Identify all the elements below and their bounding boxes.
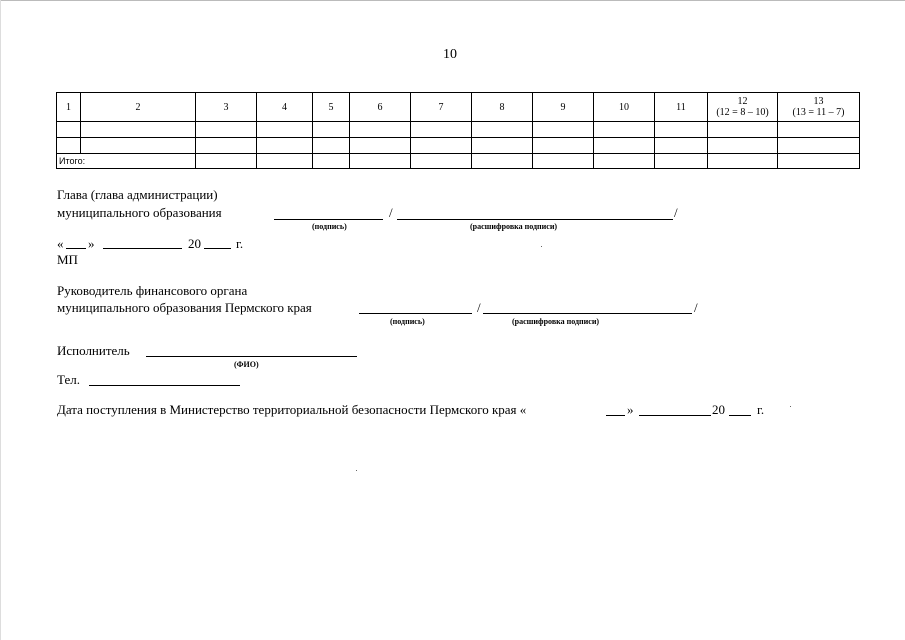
executor-label: Исполнитель — [57, 343, 130, 358]
table-cell[interactable] — [81, 138, 196, 154]
phone-field[interactable] — [89, 385, 240, 386]
table-cell[interactable] — [472, 154, 533, 169]
stamp-label: МП — [57, 252, 78, 267]
column-header: 3 — [196, 93, 257, 122]
scan-speck — [356, 470, 357, 471]
table-cell[interactable] — [655, 122, 708, 138]
head-title-line2: муниципального образования — [57, 205, 222, 220]
column-header: 10 — [594, 93, 655, 122]
table-cell[interactable] — [594, 138, 655, 154]
table-cell[interactable] — [778, 138, 860, 154]
scan-speck — [541, 246, 542, 247]
head-title-line1: Глава (глава администрации) — [57, 187, 218, 202]
table-cell[interactable] — [472, 138, 533, 154]
table-cell[interactable] — [350, 154, 411, 169]
page-left-edge — [0, 0, 1, 640]
receipt-close-quote: » — [627, 402, 634, 417]
separator-slash: / — [477, 300, 481, 315]
date-open-quote: « — [57, 236, 64, 251]
table-cell[interactable] — [533, 154, 594, 169]
table-cell[interactable] — [594, 154, 655, 169]
table-cell[interactable] — [196, 122, 257, 138]
table-cell[interactable] — [778, 122, 860, 138]
head-signature-field[interactable] — [274, 219, 383, 220]
scan-speck — [790, 406, 791, 407]
table-cell[interactable] — [57, 122, 81, 138]
year-prefix: 20 — [188, 236, 201, 251]
table-row — [57, 138, 860, 154]
column-header: 5 — [313, 93, 350, 122]
table-cell[interactable] — [708, 122, 778, 138]
separator-slash: / — [694, 300, 698, 315]
head-signature-decode-field[interactable] — [397, 219, 673, 220]
column-header: 2 — [81, 93, 196, 122]
column-header: 1 — [57, 93, 81, 122]
year-suffix: г. — [236, 236, 244, 251]
table-cell[interactable] — [411, 154, 472, 169]
table-cell[interactable] — [655, 154, 708, 169]
table-cell[interactable] — [313, 154, 350, 169]
separator-slash: / — [674, 205, 678, 220]
receipt-day-field[interactable] — [606, 415, 625, 416]
table-cell[interactable] — [350, 138, 411, 154]
column-header-12 — [708, 93, 778, 122]
table-cell[interactable] — [778, 154, 860, 169]
column-number: 13 — [813, 96, 824, 107]
table-cell[interactable] — [533, 138, 594, 154]
table-cell[interactable] — [594, 122, 655, 138]
finance-title-line1: Руководитель финансового органа — [57, 283, 248, 298]
table-cell[interactable] — [57, 138, 81, 154]
table-row — [57, 122, 860, 138]
receipt-month-field[interactable] — [639, 415, 711, 416]
column-header: 7 — [411, 93, 472, 122]
table-cell[interactable] — [257, 138, 313, 154]
decode-caption: (расшифровка подписи) — [512, 317, 600, 326]
table-cell[interactable] — [533, 122, 594, 138]
executor-caption: (ФИО) — [234, 360, 259, 369]
column-header: 9 — [533, 93, 594, 122]
table-header-row — [57, 93, 860, 122]
column-header-13 — [778, 93, 860, 122]
page-top-edge — [0, 0, 905, 1]
finance-signature-field[interactable] — [359, 313, 472, 314]
table-cell[interactable] — [313, 122, 350, 138]
table-cell[interactable] — [196, 138, 257, 154]
column-number: 12 — [737, 96, 748, 107]
phone-label: Тел. — [57, 372, 80, 387]
table-cell[interactable] — [708, 138, 778, 154]
page-number: 10 — [443, 47, 457, 62]
table-cell[interactable] — [472, 122, 533, 138]
executor-name-field[interactable] — [146, 356, 357, 357]
column-header: 8 — [472, 93, 533, 122]
table-cell[interactable] — [708, 154, 778, 169]
receipt-year-field[interactable] — [729, 415, 751, 416]
receipt-year-suffix: г. — [757, 402, 765, 417]
finance-title-line2: муниципального образования Пермского края — [57, 300, 312, 315]
date-day-field[interactable] — [66, 248, 86, 249]
table-cell[interactable] — [257, 122, 313, 138]
date-close-quote: » — [88, 236, 95, 251]
column-formula: (12 = 8 – 10) — [716, 107, 769, 118]
report-table — [56, 92, 860, 169]
finance-signature-decode-field[interactable] — [483, 313, 692, 314]
table-cell[interactable] — [350, 122, 411, 138]
column-formula: (13 = 11 – 7) — [792, 107, 845, 118]
total-label: Итого: — [57, 154, 196, 169]
receipt-text: Дата поступления в Министерство территориальной безопасности Пермского края « — [57, 402, 527, 417]
table-cell[interactable] — [411, 138, 472, 154]
decode-caption: (расшифровка подписи) — [470, 222, 558, 231]
separator-slash: / — [389, 205, 393, 220]
sign-caption: (подпись) — [390, 317, 425, 326]
date-month-field[interactable] — [103, 248, 182, 249]
table-cell[interactable] — [655, 138, 708, 154]
sign-caption: (подпись) — [312, 222, 347, 231]
receipt-year-prefix: 20 — [712, 402, 725, 417]
table-cell[interactable] — [81, 122, 196, 138]
table-total-row — [57, 154, 860, 169]
table-cell[interactable] — [257, 154, 313, 169]
date-year-field[interactable] — [204, 248, 231, 249]
column-header: 4 — [257, 93, 313, 122]
column-header: 11 — [655, 93, 708, 122]
column-header: 6 — [350, 93, 411, 122]
table-cell[interactable] — [196, 154, 257, 169]
table-cell[interactable] — [313, 138, 350, 154]
table-cell[interactable] — [411, 122, 472, 138]
